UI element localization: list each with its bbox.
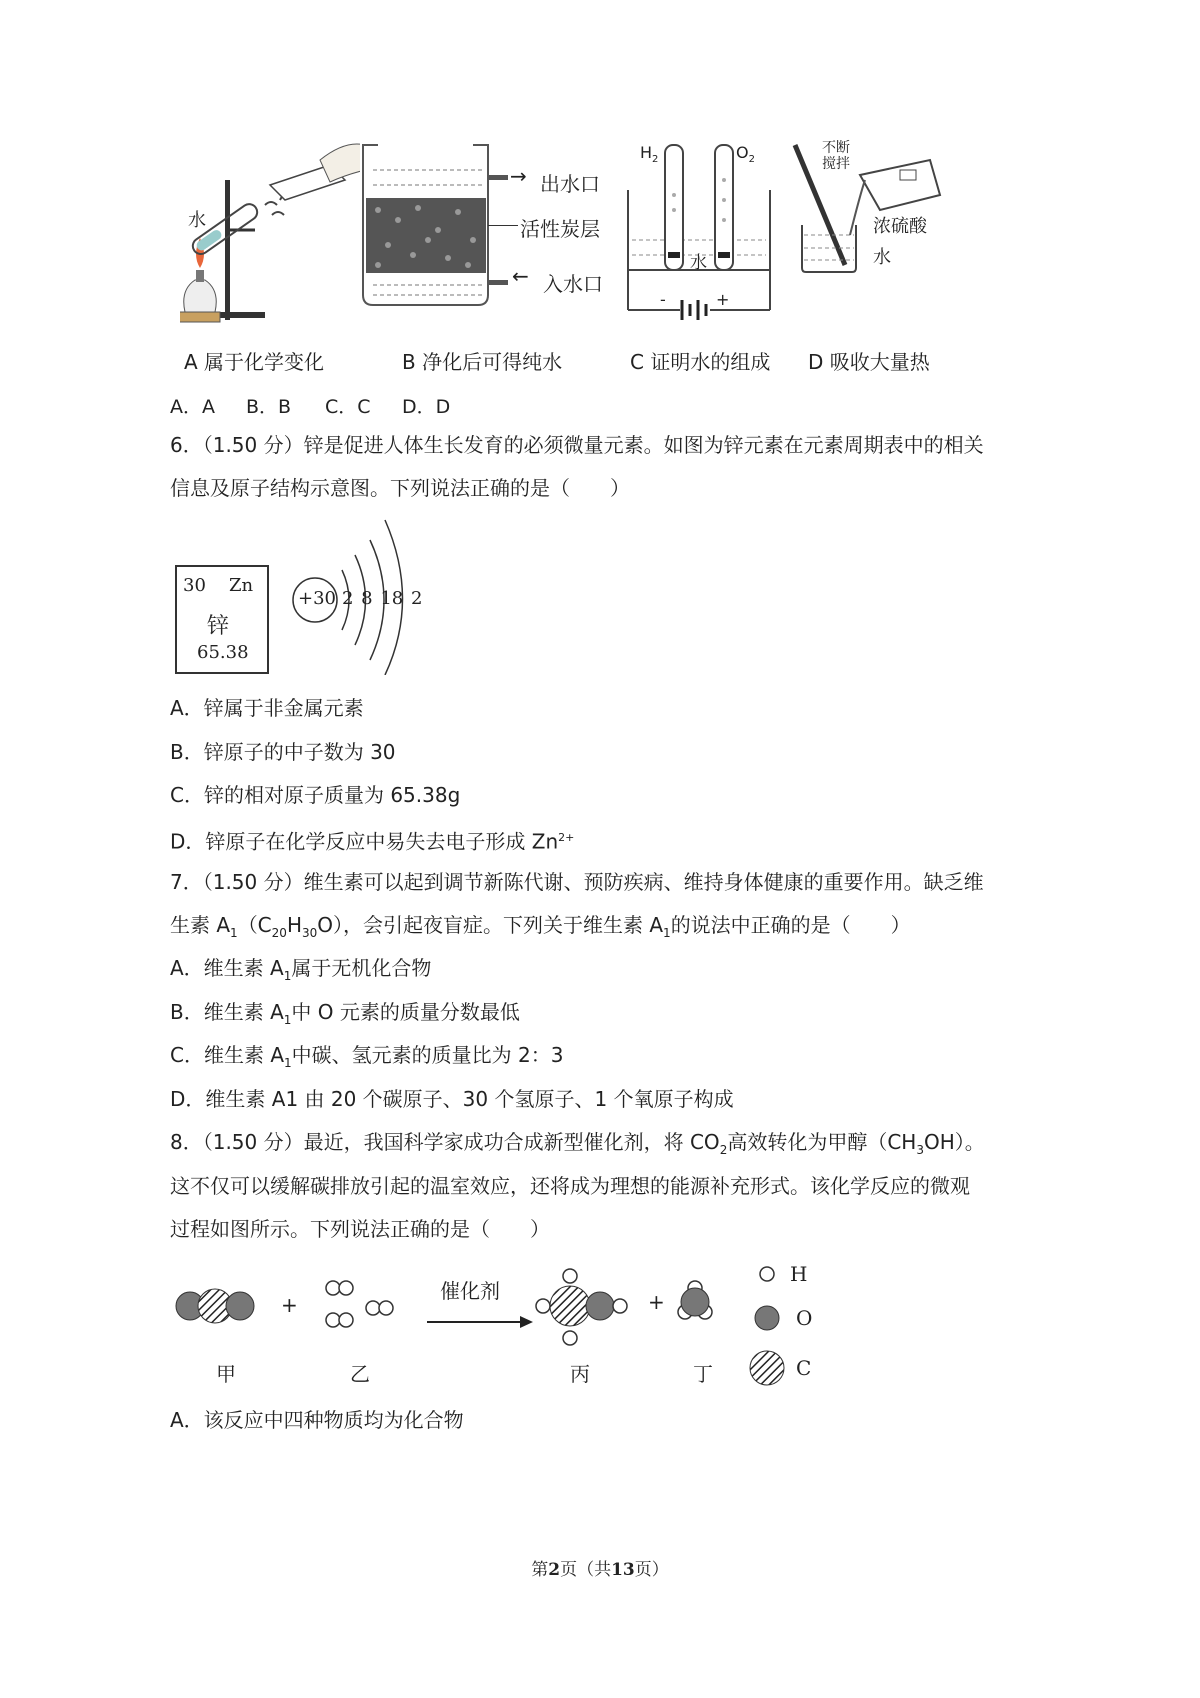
q8-sub2: 2: [719, 1143, 728, 1157]
caption-c: C 证明水的组成: [630, 350, 771, 374]
figure-c-o2-label: [736, 143, 755, 165]
h2-symbol: H: [640, 143, 653, 162]
figure-d-water-label: 水: [873, 247, 891, 268]
figure-b-carbon-label: 活性炭层: [520, 217, 600, 241]
q5-option-d: D．D: [402, 396, 451, 418]
page-footer: [0, 1555, 1200, 1580]
q7-option-a-post: 属于无机化合物: [291, 956, 432, 980]
q7-option-b-sub: 1: [283, 1013, 292, 1027]
q5-option-b: B．B: [246, 396, 292, 418]
q8-stem-b: 高效转化为甲醇（CH: [727, 1130, 917, 1154]
q6-option-b: B．锌原子的中子数为 30: [170, 740, 396, 764]
footer-total-pages: 13: [611, 1560, 635, 1580]
figure-b-inlet-label: 入水口: [543, 272, 603, 296]
o2-symbol: O: [736, 143, 749, 162]
element-name: 锌: [207, 614, 230, 639]
q7-stem-b: （C: [237, 913, 272, 937]
arrow-left-icon: ←: [512, 264, 529, 288]
q7-option-a: [170, 953, 431, 991]
catalyst-label: 催化剂: [440, 1279, 500, 1303]
q7-sub1b: 1: [663, 926, 671, 940]
reaction-micro-diagram: [165, 1258, 1025, 1398]
figure-b-outlet-label: 出水口: [540, 172, 600, 196]
q8-stem-a: 8．（1.50 分）最近，我国科学家成功合成新型催化剂，将 CO: [170, 1130, 720, 1154]
q7-stem-c: H: [286, 913, 302, 937]
figure-c-h2-label: [640, 143, 658, 165]
figure-c-water-label: 水: [690, 253, 707, 273]
q5-option-a: A．A: [170, 396, 215, 418]
q7-option-c: [170, 1040, 563, 1078]
q7-sub20: 20: [271, 926, 287, 940]
q7-stem-e: 的说法中正确的是（ ）: [670, 913, 911, 937]
figure-a-water-label: 水: [188, 210, 206, 231]
figure-d-stir-label: 不断搅拌: [822, 140, 850, 172]
q7-option-b: [170, 997, 520, 1035]
q6-stem-line2: 信息及原子结构示意图。下列说法正确的是（ ）: [170, 476, 630, 500]
q8-stem-line3: 过程如图所示。下列说法正确的是（ ）: [170, 1217, 550, 1241]
q6-option-a: A．锌属于非金属元素: [170, 696, 364, 720]
q8-option-a: A．该反应中四种物质均为化合物: [170, 1408, 464, 1432]
q6-stem-line1: 6．（1.50 分）锌是促进人体生长发育的必须微量元素。如图为锌元素在元素周期表中的相关: [170, 433, 984, 457]
caption-a: A 属于化学变化: [184, 350, 325, 374]
figure-c-electrolysis: [620, 140, 780, 340]
o2-subscript: 2: [748, 154, 755, 166]
legend-o: O: [796, 1306, 813, 1330]
q8-stem-line1: [170, 1127, 985, 1165]
caption-b: B 净化后可得纯水: [402, 350, 563, 374]
footer-pre: 第: [531, 1560, 549, 1580]
q6-option-d-charge: 2+: [558, 831, 575, 844]
figure-a-heating-apparatus: [180, 140, 360, 360]
footer-post: 页）: [634, 1560, 669, 1580]
element-mass: 65.38: [197, 642, 249, 663]
q7-option-c-post: 中碳、氢元素的质量比为 2：3: [291, 1043, 564, 1067]
q7-sub1: 1: [230, 926, 238, 940]
footer-mid: 页（共: [560, 1560, 612, 1580]
q8-sub3: 3: [916, 1143, 924, 1157]
q7-option-a-sub: 1: [283, 969, 292, 983]
footer-page-number: 2: [548, 1560, 561, 1580]
label-bing: 丙: [570, 1362, 590, 1386]
q7-stem-line2: [170, 910, 911, 948]
atom-nucleus-charge: +30: [298, 588, 336, 609]
q7-option-c-sub: 1: [284, 1056, 292, 1070]
q6-option-c: C．锌的相对原子质量为 65.38g: [170, 783, 461, 807]
q8-stem-c: OH）。: [923, 1130, 985, 1154]
figure-b-water-purifier: [358, 140, 518, 315]
h2-subscript: 2: [652, 154, 659, 166]
reaction-plus-2: +: [648, 1290, 665, 1314]
figure-d-acid-label: 浓硫酸: [873, 216, 927, 237]
label-yi: 乙: [350, 1362, 370, 1386]
legend-h: H: [790, 1262, 808, 1286]
q7-sub30: 30: [301, 926, 318, 940]
figure-c-plus-label: +: [716, 290, 730, 309]
q7-option-c-pre: C．维生素 A: [170, 1043, 285, 1067]
element-card: [175, 565, 269, 674]
label-jia: 甲: [216, 1362, 236, 1386]
q6-option-d: [170, 823, 574, 857]
q7-stem-a: 生素 A: [170, 913, 231, 937]
q7-option-d: D．维生素 A1 由 20 个碳原子、30 个氢原子、1 个氧原子构成: [170, 1087, 734, 1111]
q7-option-b-post: 中 O 元素的质量分数最低: [291, 1000, 520, 1024]
q7-option-a-pre: A．维生素 A: [170, 956, 284, 980]
q7-option-b-pre: B．维生素 A: [170, 1000, 284, 1024]
legend-c: C: [796, 1356, 812, 1380]
q8-stem-line2: 这不仅可以缓解碳排放引起的温室效应，还将成为理想的能源补充形式。该化学反应的微观: [170, 1174, 970, 1198]
q5-option-c: C．C: [325, 396, 371, 418]
q7-stem-d: O），会引起夜盲症。下列关于维生素 A: [317, 913, 664, 937]
arrow-right-icon: →: [510, 164, 527, 188]
leader-line: [488, 225, 518, 226]
element-symbol: Zn: [229, 575, 254, 596]
label-ding: 丁: [693, 1362, 713, 1386]
caption-d: D 吸收大量热: [808, 350, 930, 374]
reaction-plus-1: +: [281, 1293, 298, 1317]
atom-shell-electrons: 2 8 18 2: [342, 588, 423, 609]
q7-stem-line1: 7．（1.50 分）维生素可以起到调节新陈代谢、预防疾病、维持身体健康的重要作用。缺乏维: [170, 870, 984, 894]
figure-d-dilution: [790, 140, 950, 280]
figure-c-minus-label: -: [660, 290, 666, 309]
element-number: 30: [183, 575, 206, 596]
q6-option-d-text: D．锌原子在化学反应中易失去电子形成 Zn: [170, 829, 559, 854]
